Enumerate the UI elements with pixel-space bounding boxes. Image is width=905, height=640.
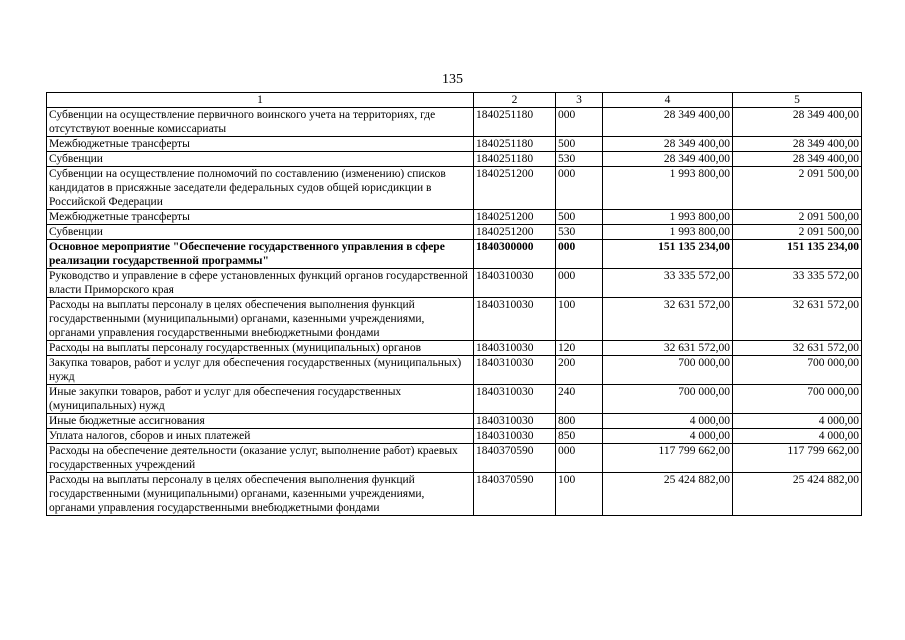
amount-year-2: 28 349 400,00 [733,152,862,167]
table-row [47,473,862,516]
expense-name: Расходы на выплаты персоналу в целях обеспечения выполнения функций государственными (муниципальными) органами, казенными учреждениями, органами управления государственными внебюджетными фондами [47,298,474,341]
table-row [47,225,862,240]
amount-year-1: 4 000,00 [603,414,733,429]
table-row [47,356,862,385]
header-cell-3: 3 [556,93,603,108]
target-code: 1840300000 [474,240,556,269]
expense-type: 120 [556,341,603,356]
amount-year-1: 1 993 800,00 [603,167,733,210]
header-cell-5: 5 [733,93,862,108]
amount-year-1: 151 135 234,00 [603,240,733,269]
amount-year-2: 2 091 500,00 [733,167,862,210]
expense-name: Расходы на обеспечение деятельности (оказание услуг, выполнение работ) краевых государственных учреждений [47,444,474,473]
table-row [47,429,862,444]
amount-year-2: 33 335 572,00 [733,269,862,298]
target-code: 1840251200 [474,167,556,210]
target-code: 1840251180 [474,137,556,152]
table-row [47,210,862,225]
amount-year-2: 32 631 572,00 [733,298,862,341]
target-code: 1840310030 [474,356,556,385]
target-code: 1840251200 [474,225,556,240]
amount-year-1: 700 000,00 [603,356,733,385]
amount-year-1: 117 799 662,00 [603,444,733,473]
target-code: 1840310030 [474,414,556,429]
amount-year-1: 1 993 800,00 [603,225,733,240]
amount-year-1: 32 631 572,00 [603,341,733,356]
amount-year-2: 2 091 500,00 [733,225,862,240]
target-code: 1840310030 [474,298,556,341]
expense-type: 000 [556,167,603,210]
target-code: 1840310030 [474,385,556,414]
amount-year-1: 700 000,00 [603,385,733,414]
expense-type: 530 [556,225,603,240]
table-row [47,385,862,414]
amount-year-2: 28 349 400,00 [733,108,862,137]
amount-year-2: 32 631 572,00 [733,341,862,356]
expense-name: Руководство и управление в сфере установленных функций органов государственной власти Приморского края [47,269,474,298]
budget-table [46,92,862,516]
page-number: 135 [442,72,463,87]
amount-year-2: 700 000,00 [733,356,862,385]
target-code: 1840310030 [474,429,556,444]
table-row [47,240,862,269]
amount-year-2: 2 091 500,00 [733,210,862,225]
amount-year-2: 700 000,00 [733,385,862,414]
target-code: 1840370590 [474,473,556,516]
expense-name: Расходы на выплаты персоналу государственных (муниципальных) органов [47,341,474,356]
target-code: 1840310030 [474,341,556,356]
table-row [47,414,862,429]
expense-type: 530 [556,152,603,167]
target-code: 1840251180 [474,108,556,137]
expense-name: Субвенции на осуществление первичного воинского учета на территориях, где отсутствуют военные комиссариаты [47,108,474,137]
amount-year-1: 28 349 400,00 [603,152,733,167]
expense-name: Субвенции [47,152,474,167]
expense-type: 500 [556,210,603,225]
amount-year-1: 28 349 400,00 [603,108,733,137]
table-row [47,167,862,210]
header-cell-4: 4 [603,93,733,108]
expense-name: Расходы на выплаты персоналу в целях обеспечения выполнения функций государственными (муниципальными) органами, казенными учреждениями, органами управления государственными внебюджетными фондами [47,473,474,516]
expense-type: 000 [556,108,603,137]
expense-name: Иные закупки товаров, работ и услуг для обеспечения государственных (муниципальных) нужд [47,385,474,414]
target-code: 1840251180 [474,152,556,167]
table-row [47,108,862,137]
expense-name: Межбюджетные трансферты [47,137,474,152]
expense-name: Уплата налогов, сборов и иных платежей [47,429,474,444]
expense-name: Основное мероприятие "Обеспечение государственного управления в сфере реализации государственной программы" [47,240,474,269]
expense-name: Субвенции на осуществление полномочий по составлению (изменению) списков кандидатов в присяжные заседатели федеральных судов общей юрисдикции в Российской Федерации [47,167,474,210]
table-row [47,298,862,341]
expense-type: 000 [556,269,603,298]
expense-type: 100 [556,298,603,341]
expense-name: Иные бюджетные ассигнования [47,414,474,429]
amount-year-1: 1 993 800,00 [603,210,733,225]
target-code: 1840310030 [474,269,556,298]
amount-year-2: 28 349 400,00 [733,137,862,152]
table-row [47,444,862,473]
table-header-row [47,93,862,108]
amount-year-2: 4 000,00 [733,414,862,429]
expense-type: 500 [556,137,603,152]
amount-year-1: 25 424 882,00 [603,473,733,516]
target-code: 1840251200 [474,210,556,225]
table-row [47,152,862,167]
expense-type: 800 [556,414,603,429]
expense-type: 200 [556,356,603,385]
amount-year-1: 4 000,00 [603,429,733,444]
table-row [47,269,862,298]
header-cell-1: 1 [47,93,474,108]
expense-name: Субвенции [47,225,474,240]
amount-year-1: 33 335 572,00 [603,269,733,298]
amount-year-2: 4 000,00 [733,429,862,444]
expense-type: 000 [556,444,603,473]
target-code: 1840370590 [474,444,556,473]
table-row [47,341,862,356]
amount-year-2: 151 135 234,00 [733,240,862,269]
expense-name: Межбюджетные трансферты [47,210,474,225]
amount-year-2: 117 799 662,00 [733,444,862,473]
header-cell-2: 2 [474,93,556,108]
expense-type: 000 [556,240,603,269]
amount-year-2: 25 424 882,00 [733,473,862,516]
expense-type: 100 [556,473,603,516]
expense-type: 850 [556,429,603,444]
expense-name: Закупка товаров, работ и услуг для обеспечения государственных (муниципальных) нужд [47,356,474,385]
amount-year-1: 32 631 572,00 [603,298,733,341]
expense-type: 240 [556,385,603,414]
table-row [47,137,862,152]
amount-year-1: 28 349 400,00 [603,137,733,152]
